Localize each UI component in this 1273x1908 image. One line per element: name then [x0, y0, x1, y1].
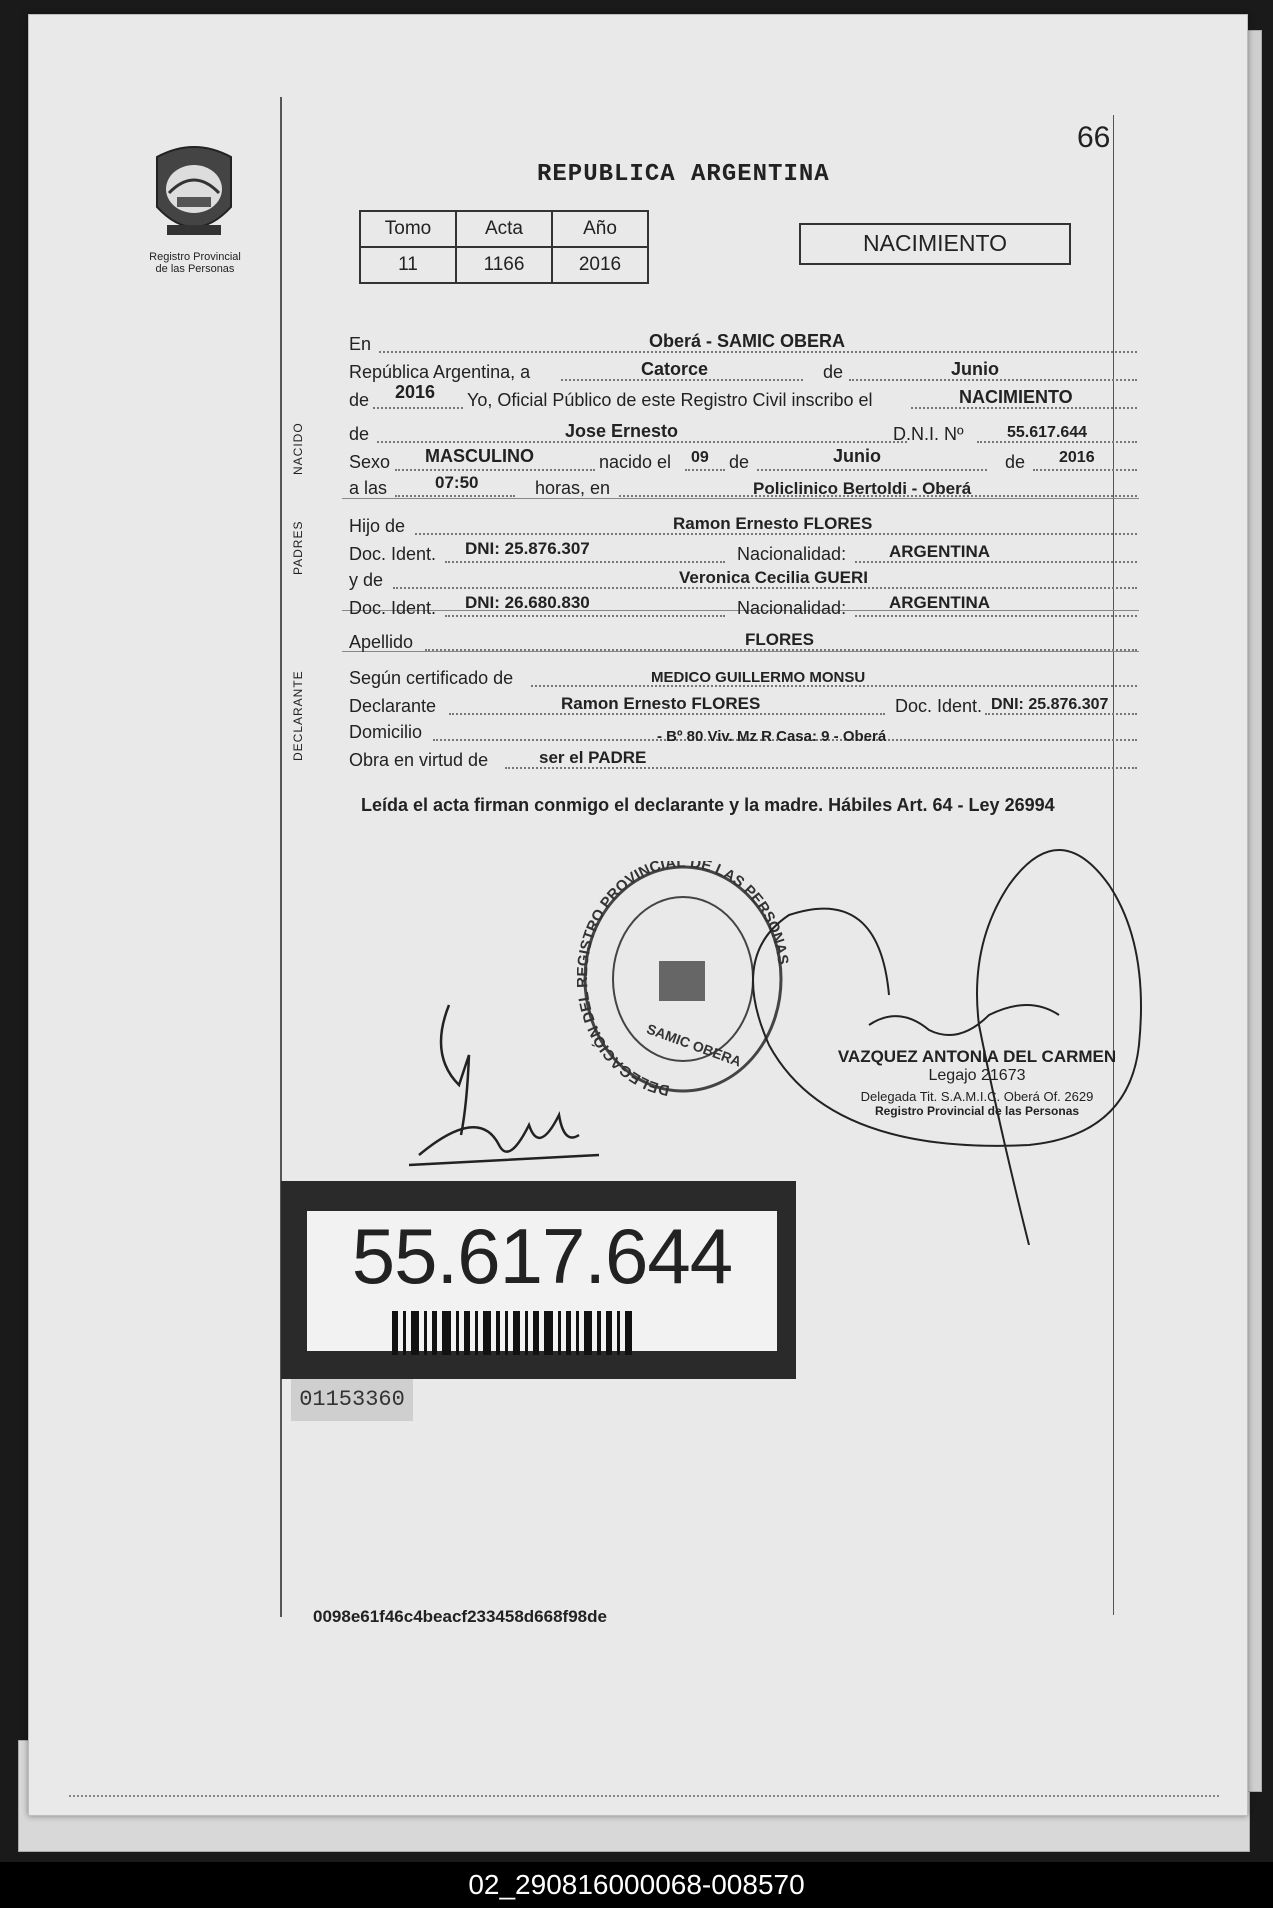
dotted-line	[757, 469, 987, 471]
dia-value: Catorce	[641, 359, 709, 379]
horas-en-label: horas, en	[535, 478, 611, 498]
officer-block	[827, 1047, 1127, 1118]
dotted-line	[1033, 469, 1137, 471]
document-title: REPUBLICA ARGENTINA	[537, 161, 830, 188]
form-row-hora	[349, 475, 1139, 501]
a-las-label: a las	[349, 478, 388, 498]
provincial-seal-logo	[147, 137, 241, 247]
logo-caption-line1: Registro Provincial	[149, 251, 241, 263]
section-label-padres: PADRES	[291, 520, 305, 575]
dni-label: D.N.I. Nº	[893, 424, 964, 444]
acta-value: 1166	[456, 247, 552, 283]
legal-note: Leída el acta firman conmigo el declarante y la madre. Hábiles Art. 64 - Ley 26994	[361, 795, 1055, 815]
doc-ident2-label: Doc. Ident.	[349, 598, 437, 618]
padre-value: Ramon Ernesto FLORES	[673, 514, 873, 533]
tomo-value: 11	[360, 247, 456, 283]
barcode-inner	[307, 1211, 777, 1351]
dotted-line	[855, 615, 1137, 617]
nac-mes: Junio	[833, 446, 881, 466]
serial-number: 01153360	[291, 1379, 413, 1421]
dotted-line	[395, 469, 595, 471]
barcode-label	[281, 1181, 796, 1379]
nac-dia: 09	[691, 449, 709, 466]
form-row-declarante	[349, 693, 1139, 719]
tomo-header: Tomo	[360, 211, 456, 247]
form-row-padre	[349, 513, 1139, 539]
anio-value: 2016	[552, 247, 648, 283]
de5-label: de	[1005, 452, 1026, 472]
obra-label: Obra en virtud de	[349, 750, 489, 770]
stamp-center-text: SAMIC OBERA	[644, 1020, 744, 1070]
dotted-line	[445, 615, 725, 617]
hijo-de-label: Hijo de	[349, 516, 406, 536]
dotted-line	[373, 407, 463, 409]
hora-value: 07:50	[435, 473, 479, 492]
section-label-nacido: NACIDO	[291, 422, 305, 475]
en-value: Oberá - SAMIC OBERA	[649, 331, 846, 351]
de4-label: de	[729, 452, 750, 472]
officer-legajo: Legajo 21673	[928, 1067, 1026, 1084]
officer-org: Registro Provincial de las Personas	[874, 1104, 1080, 1118]
form-row-certificado	[349, 665, 1139, 691]
form-row-obra	[349, 747, 1139, 773]
segun-label: Según certificado de	[349, 668, 514, 688]
document-hash: 0098e61f46c4beacf233458d668f98de	[313, 1607, 607, 1626]
form-row-inscripcion	[349, 382, 1139, 413]
dotted-line	[395, 495, 515, 497]
doc-ident-label: Doc. Ident.	[349, 544, 437, 564]
registry-table	[359, 210, 649, 284]
image-id-footer: 02_290816000068-008570	[0, 1862, 1273, 1908]
form-row-fecha	[349, 359, 1139, 385]
domicilio-label: Domicilio	[349, 722, 423, 742]
domicilio-value: - Bº 80 Viv. Mz R Casa: 9 - Oberá	[657, 728, 887, 745]
barcode-number: 55.617.644	[351, 1212, 733, 1300]
mes-value: Junio	[951, 359, 999, 379]
form-row-sexo	[349, 446, 1139, 475]
officer-role: Delegada Tit. S.A.M.I.C. Oberá Of. 2629	[860, 1089, 1094, 1104]
act-type-box: NACIMIENTO	[799, 223, 1071, 265]
officer-name: VAZQUEZ ANTONIA DEL CARMEN	[837, 1047, 1117, 1066]
sexo-label: Sexo	[349, 452, 391, 472]
nacionalidad-label: Nacionalidad:	[737, 544, 847, 564]
acta-header: Acta	[456, 211, 552, 247]
apellido-value: FLORES	[745, 630, 814, 649]
form-row-apellido	[349, 629, 1139, 655]
de-label: de	[823, 362, 844, 382]
nombre-value: Jose Ernesto	[565, 421, 679, 441]
republica-label: República Argentina, a	[349, 362, 531, 382]
sexo-value: MASCULINO	[425, 446, 534, 466]
nacido-el-label: nacido el	[599, 452, 672, 472]
stamp-ring-text: DELEGACIÓN DE ISTRO PROVINCIAL DE LAS PERSONA	[577, 861, 789, 1099]
section-label-declarante: DECLARANTE	[291, 670, 305, 761]
dotted-line	[445, 561, 725, 563]
lugar-value: Policlinico Bertoldi - Oberá	[753, 479, 972, 498]
de2-label: de	[349, 390, 370, 410]
declarante-value: Ramon Ernesto FLORES	[561, 694, 761, 713]
document-page	[28, 14, 1248, 1816]
en-label: En	[349, 334, 372, 354]
form-row-madre-doc	[349, 595, 1139, 621]
anio-header: Año	[552, 211, 648, 247]
dotted-line	[685, 469, 725, 471]
barcode-bars	[392, 1311, 632, 1355]
lower-sheet-line	[69, 1795, 1219, 1797]
form-row-padre-doc	[349, 541, 1139, 567]
logo-caption	[125, 251, 265, 275]
form-row-nombre	[349, 421, 1139, 447]
nac-anio: 2016	[1059, 449, 1095, 466]
declarante-doc: DNI: 25.876.307	[991, 696, 1109, 713]
segun-value: MEDICO GUILLERMO MONSU	[651, 669, 866, 686]
de3-label: de	[349, 424, 370, 444]
nacionalidad2-label: Nacionalidad:	[737, 598, 847, 618]
declarante-label: Declarante	[349, 696, 437, 716]
madre-nac: ARGENTINA	[889, 593, 991, 612]
obra-value: ser el PADRE	[539, 748, 647, 767]
form-row-en	[349, 331, 1139, 357]
dni-value: 55.617.644	[1007, 424, 1088, 441]
doc-ident3-label: Doc. Ident.	[895, 696, 983, 716]
inscribo-label: Yo, Oficial Público de este Registro Civil inscribo el	[467, 390, 873, 410]
apellido-label: Apellido	[349, 632, 414, 652]
anio-value: 2016	[395, 382, 436, 402]
padre-nac: ARGENTINA	[889, 542, 991, 561]
madre-doc: DNI: 26.680.830	[465, 593, 590, 612]
form-row-domicilio	[349, 719, 1139, 745]
inscribo-value: NACIMIENTO	[959, 387, 1073, 407]
left-margin-line	[280, 97, 282, 1617]
madre-value: Veronica Cecilia GUERI	[679, 568, 868, 587]
logo-caption-line2: de las Personas	[155, 263, 235, 275]
form-row-madre	[349, 567, 1139, 593]
y-de-label: y de	[349, 570, 384, 590]
page-number: 66	[1077, 121, 1111, 154]
padre-doc: DNI: 25.876.307	[465, 539, 590, 558]
